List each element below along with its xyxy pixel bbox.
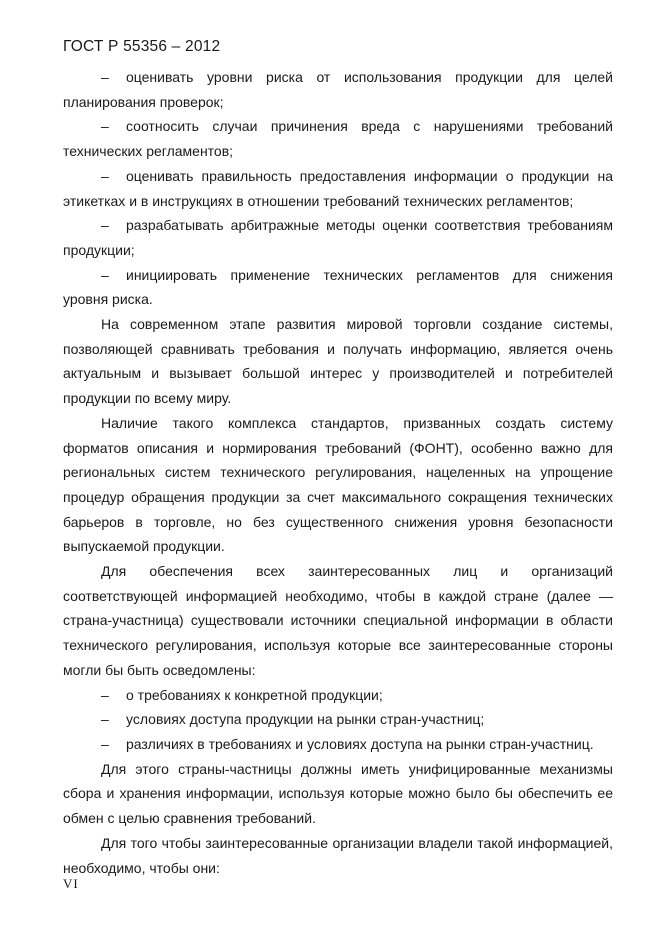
bullet-text: оценивать уровни риска от использования продукции для целей планирования проверок; bbox=[63, 69, 613, 110]
bullet-item bbox=[63, 683, 613, 708]
bullet-dash: – bbox=[101, 118, 109, 135]
bullet-dash: – bbox=[101, 711, 109, 728]
paragraph: Для обеспечения всех заинтересованных лиц и организаций соответствующей информацией необходимо, чтобы в каждой стране (далее — страна-участница) существовали источники специальной информации в области технического регулирования, используя которые все заинтересованные стороны могли бы быть осведомлены: bbox=[63, 563, 613, 678]
bullet-dash: – bbox=[101, 167, 109, 184]
bullet-dash: – bbox=[101, 217, 109, 234]
paragraph: На современном этапе развития мировой торговли создание системы, позволяющей сравнивать требования и получать информацию, является очень актуальным и вызывает большой интерес у производителей и потребителей продукции по всему миру. bbox=[63, 316, 613, 407]
bullet-dash: – bbox=[101, 69, 109, 85]
bullet-item bbox=[63, 114, 613, 163]
bullet-text: о требованиях к конкретной продукции; bbox=[126, 686, 383, 703]
bullet-item bbox=[63, 732, 613, 757]
bullet-dash: – bbox=[101, 735, 109, 752]
bullet-item bbox=[63, 707, 613, 732]
bullet-item bbox=[63, 263, 613, 312]
paragraph: Для того чтобы заинтересованные организации владели такой информацией, необходимо, чтобы они: bbox=[63, 834, 613, 876]
standard-header: ГОСТ Р 55356 – 2012 bbox=[63, 38, 221, 55]
bullet-dash: – bbox=[101, 266, 109, 283]
bullet-text: разрабатывать арбитражные методы оценки соответствия требованиям продукции; bbox=[63, 217, 613, 258]
bullet-text: оценивать правильность предоставления информации о продукции на этикетках и в инструкциях в отношении требований технических регламентов; bbox=[63, 167, 613, 209]
bullet-text: соотносить случаи причинения вреда с нарушениями требований технических регламентов; bbox=[63, 118, 613, 160]
bullet-text: различиях в требованиях и условиях доступа на рынки стран-участниц. bbox=[126, 735, 594, 752]
page-number: VI bbox=[63, 876, 79, 891]
paragraph: Для этого страны-частницы должны иметь унифицированные механизмы сбора и хранения информации, используя которые можно было бы обеспечить ее обмен с целью сравнения требований. bbox=[63, 760, 613, 827]
bullet-dash: – bbox=[101, 686, 109, 703]
bullet-item bbox=[63, 65, 613, 114]
paragraph: Наличие такого комплекса стандартов, призванных создать систему форматов описания и нормирования требований (ФОНТ), особенно важно для региональных систем технического регулирования, нацеленных на упрощение процедур обращения продукции за счет максимального сокращения технических барьеров в торговле, но без существенного снижения уровня безопасности выпускаемой продукции. bbox=[63, 414, 613, 555]
bullet-item bbox=[63, 213, 613, 262]
bullet-text: условиях доступа продукции на рынки стран-участниц; bbox=[126, 711, 485, 728]
bullet-item bbox=[63, 164, 613, 213]
bullet-text: инициировать применение технических регламентов для снижения уровня риска. bbox=[63, 266, 613, 308]
body-text bbox=[63, 65, 613, 880]
